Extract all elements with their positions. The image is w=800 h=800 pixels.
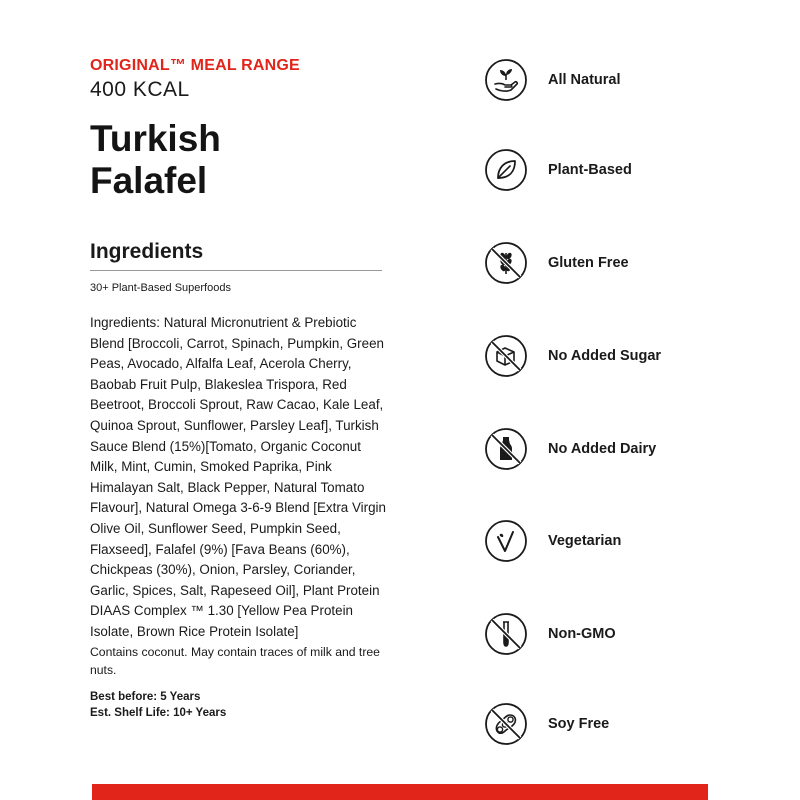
feature-label: Plant-Based xyxy=(548,162,632,178)
product-title-line2: Falafel xyxy=(90,160,208,201)
bottom-accent-bar xyxy=(92,784,708,800)
feature-label: Gluten Free xyxy=(548,255,629,271)
feature-all-natural xyxy=(484,58,724,102)
no-soy-icon xyxy=(484,702,528,746)
feature-label: No Added Sugar xyxy=(548,348,662,364)
superfoods-note: 30+ Plant-Based Superfoods xyxy=(90,282,231,294)
product-title-line1: Turkish xyxy=(90,118,221,159)
meal-range-label: ORIGINAL™ MEAL RANGE xyxy=(90,57,300,74)
hand-plant-icon xyxy=(484,58,528,102)
no-wheat-icon xyxy=(484,241,528,285)
heading-divider xyxy=(90,270,382,271)
feature-plant-based xyxy=(484,148,724,192)
leaf-icon xyxy=(484,148,528,192)
feature-label: Soy Free xyxy=(548,716,610,732)
feature-non-gmo xyxy=(484,612,724,656)
no-sugar-cube-icon xyxy=(484,334,528,378)
feature-gluten-free xyxy=(484,241,724,285)
feature-label: No Added Dairy xyxy=(548,441,657,457)
feature-label: All Natural xyxy=(548,72,621,88)
no-milk-bottle-icon xyxy=(484,427,528,471)
ingredients-heading: Ingredients xyxy=(90,240,204,263)
shelf-life: Est. Shelf Life: 10+ Years xyxy=(90,706,227,719)
product-info xyxy=(90,56,390,721)
feature-no-added-dairy xyxy=(484,427,724,471)
allergen-note: Contains coconut. May contain traces of milk and tree nuts. xyxy=(90,644,380,677)
no-gmo-test-tube-icon xyxy=(484,612,528,656)
feature-no-added-sugar xyxy=(484,334,724,378)
feature-label: Vegetarian xyxy=(548,533,622,549)
feature-label: Non-GMO xyxy=(548,626,616,642)
ingredients-list: Ingredients: Natural Micronutrient & Prebiotic Blend [Broccoli, Carrot, Spinach, Pumpkin, Green Peas, Avocado, Alfalfa Leaf, Acerola Cherry, Baobab Fruit Pulp, Blakeslea Trispora, Red Beetroot, Broccoli Sprout, Raw Cacao, Kale Leaf, Quinoa Sprout, Sunflower, Parsley Leaf], Turkish Sauce Blend (15%)[Tomato, Organic Coconut Milk, Mint, Cumin, Smoked Paprika, Pink Himalayan Salt, Black Pepper, Natural Tomato Flavour], Natural Omega 3-6-9 Blend [Extra Virgin Olive Oil, Sunflower Seed, Pumpkin Seed, Flaxseed], Falafel (9%) [Fava Beans (60%), Chickpeas (30%), Onion, Parsley, Coriander, Garlic, Spices, Salt, Rapeseed Oil], Plant Protein DIAAS Complex ™ 1.30 [Yellow Pea Protein Isolate, Brown Rice Protein Isolate] xyxy=(90,315,386,639)
best-before: Best before: 5 Years xyxy=(90,690,201,703)
feature-vegetarian xyxy=(484,519,724,563)
product-title xyxy=(90,118,390,202)
vegetarian-v-icon xyxy=(484,519,528,563)
feature-soy-free xyxy=(484,702,724,746)
calorie-label: 400 KCAL xyxy=(90,78,190,101)
